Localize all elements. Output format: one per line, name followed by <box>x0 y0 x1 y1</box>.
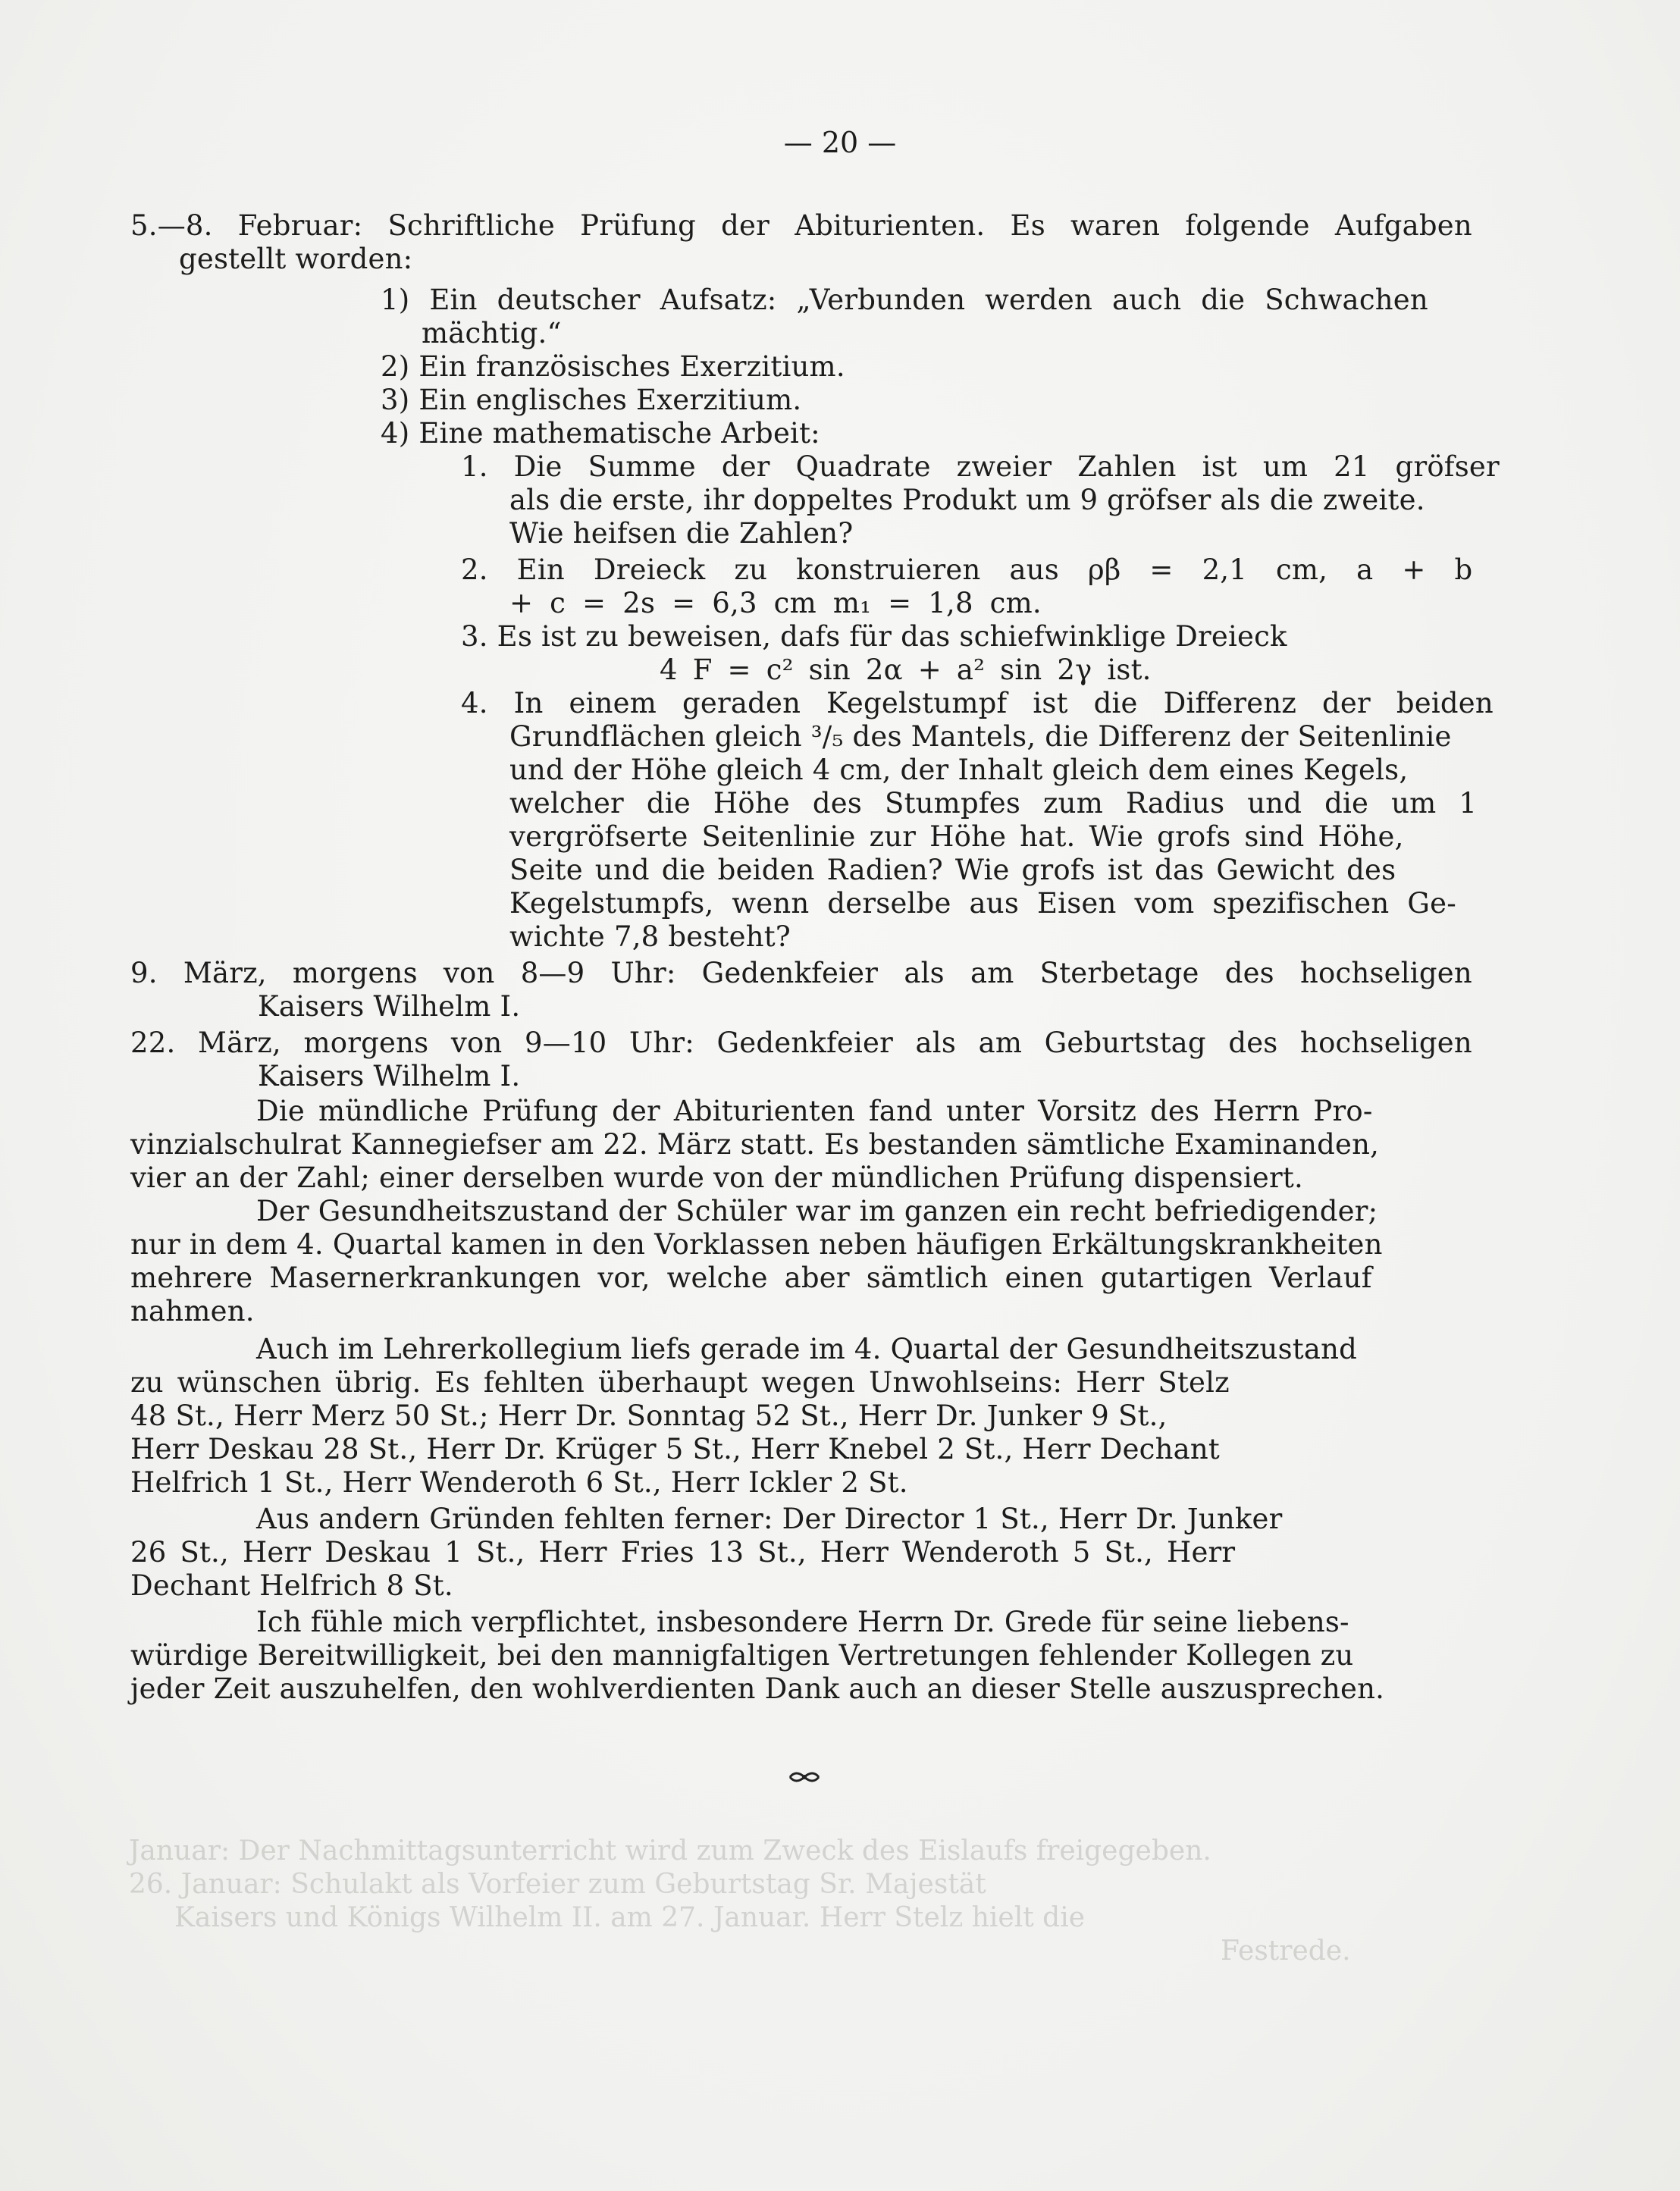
text-line: 9. März, morgens von 8—9 Uhr: Gedenkfeier als am Sterbetage des hochseligen <box>130 957 1472 989</box>
paragraph-line: Der Gesundheitszustand der Schüler war im ganzen ein recht befriedigender; <box>256 1195 1378 1227</box>
paragraph-line: Ich fühle mich verpflichtet, insbesondere Herrn Dr. Grede für seine liebens- <box>256 1606 1349 1638</box>
math-problem-2: 2. Ein Dreieck zu konstruieren aus ρβ = 2,1 cm, a + b <box>461 553 1473 586</box>
paragraph-line: Helfrich 1 St., Herr Wenderoth 6 St., Herr Ickler 2 St. <box>130 1466 908 1499</box>
paragraph-line: Herr Deskau 28 St., Herr Dr. Krüger 5 St., Herr Knebel 2 St., Herr Dechant <box>130 1433 1220 1465</box>
math-problem-1: 1. Die Summe der Quadrate zweier Zahlen ist um 21 gröfser <box>461 450 1500 483</box>
exam-task-3: 3) Ein englisches Exerzitium. <box>381 384 802 416</box>
paragraph-line: nur in dem 4. Quartal kamen in den Vorklassen neben häufigen Erkältungskrankheiten <box>130 1228 1383 1261</box>
text-line: Kegelstumpfs, wenn derselbe aus Eisen vom spezifischen Ge- <box>509 887 1456 920</box>
text-line: + c = 2s = 6,3 cm m₁ = 1,8 cm. <box>509 587 1042 619</box>
math-formula: 4 F = c² sin 2α + a² sin 2γ ist. <box>660 654 1152 686</box>
paragraph-line: zu wünschen übrig. Es fehlten überhaupt wegen Unwohlseins: Herr Stelz <box>130 1366 1230 1399</box>
text-line: gestellt worden: <box>179 243 413 275</box>
paragraph-line: Die mündliche Prüfung der Abiturienten fand unter Vorsitz des Herrn Pro- <box>256 1095 1373 1127</box>
paragraph-line: 48 St., Herr Merz 50 St.; Herr Dr. Sonntag 52 St., Herr Dr. Junker 9 St., <box>130 1400 1168 1432</box>
paragraph-line: vier an der Zahl; einer derselben wurde von der mündlichen Prüfung dispensiert. <box>130 1161 1303 1194</box>
text-line: mächtig.“ <box>422 317 562 349</box>
paragraph-line: Dechant Helfrich 8 St. <box>130 1569 453 1602</box>
paragraph-line: jeder Zeit auszuhelfen, den wohlverdienten Dank auch an dieser Stelle auszusprechen. <box>130 1672 1385 1705</box>
bleed-line: Kaisers und Königs Wilhelm II. am 27. Januar. Herr Stelz hielt die <box>174 1902 1086 1933</box>
exam-task-2: 2) Ein französisches Exerzitium. <box>381 350 845 383</box>
math-problem-4: 4. In einem geraden Kegelstumpf ist die Differenz der beiden <box>461 687 1494 719</box>
paragraph-line: Aus andern Gründen fehlten ferner: Der Director 1 St., Herr Dr. Junker <box>256 1503 1283 1535</box>
text-line: welcher die Höhe des Stumpfes zum Radius und die um 1 <box>509 787 1478 820</box>
text-line: 5.—8. Februar: Schriftliche Prüfung der Abiturienten. Es waren folgende Aufgaben <box>130 209 1472 242</box>
text-line: Grundflächen gleich ³/₅ des Mantels, die Differenz der Seitenlinie <box>509 720 1452 753</box>
paragraph-line: 26 St., Herr Deskau 1 St., Herr Fries 13 St., Herr Wenderoth 5 St., Herr <box>130 1536 1236 1569</box>
text-line: Seite und die beiden Radien? Wie grofs ist das Gewicht des <box>509 854 1396 886</box>
bleed-line: Januar: Der Nachmittagsunterricht wird zum Zweck des Eislaufs freigegeben. <box>129 1835 1211 1867</box>
bleed-line: 26. Januar: Schulakt als Vorfeier zum Geburtstag Sr. Majestät <box>129 1869 986 1900</box>
paragraph-line: nahmen. <box>130 1295 255 1327</box>
text-line: vergröfserte Seitenlinie zur Höhe hat. Wie grofs sind Höhe, <box>509 820 1404 853</box>
paragraph-line: Auch im Lehrerkollegium liefs gerade im 4. Quartal der Gesundheitszustand <box>256 1333 1357 1365</box>
math-problem-3: 3. Es ist zu beweisen, dafs für das schiefwinklige Dreieck <box>461 620 1287 653</box>
text-line: und der Höhe gleich 4 cm, der Inhalt gleich dem eines Kegels, <box>509 754 1409 786</box>
paragraph-line: mehrere Masernerkrankungen vor, welche aber sämtlich einen gutartigen Verlauf <box>130 1262 1372 1294</box>
text-line: Kaisers Wilhelm I. <box>258 990 521 1023</box>
ornament-divider-icon <box>788 1769 820 1785</box>
bleed-through-text <box>129 1835 1463 1968</box>
text-line: Kaisers Wilhelm I. <box>258 1060 521 1092</box>
text-line: Wie heifsen die Zahlen? <box>509 517 854 550</box>
exam-task-4: 4) Eine mathematische Arbeit: <box>381 417 820 450</box>
text-line: wichte 7,8 besteht? <box>509 920 791 953</box>
exam-task-1: 1) Ein deutscher Aufsatz: „Verbunden werden auch die Schwachen <box>381 284 1428 316</box>
page-number: — 20 — <box>783 126 897 159</box>
paragraph-line: vinzialschulrat Kannegiefser am 22. März statt. Es bestanden sämtliche Examinanden, <box>130 1128 1380 1161</box>
text-line: 22. März, morgens von 9—10 Uhr: Gedenkfeier als am Geburtstag des hochseligen <box>130 1027 1472 1059</box>
paragraph-line: würdige Bereitwilligkeit, bei den mannigfaltigen Vertretungen fehlender Kollegen zu <box>130 1639 1354 1672</box>
bleed-line: Festrede. <box>1221 1936 1351 1967</box>
text-line: als die erste, ihr doppeltes Produkt um 9 gröfser als die zweite. <box>509 484 1425 516</box>
